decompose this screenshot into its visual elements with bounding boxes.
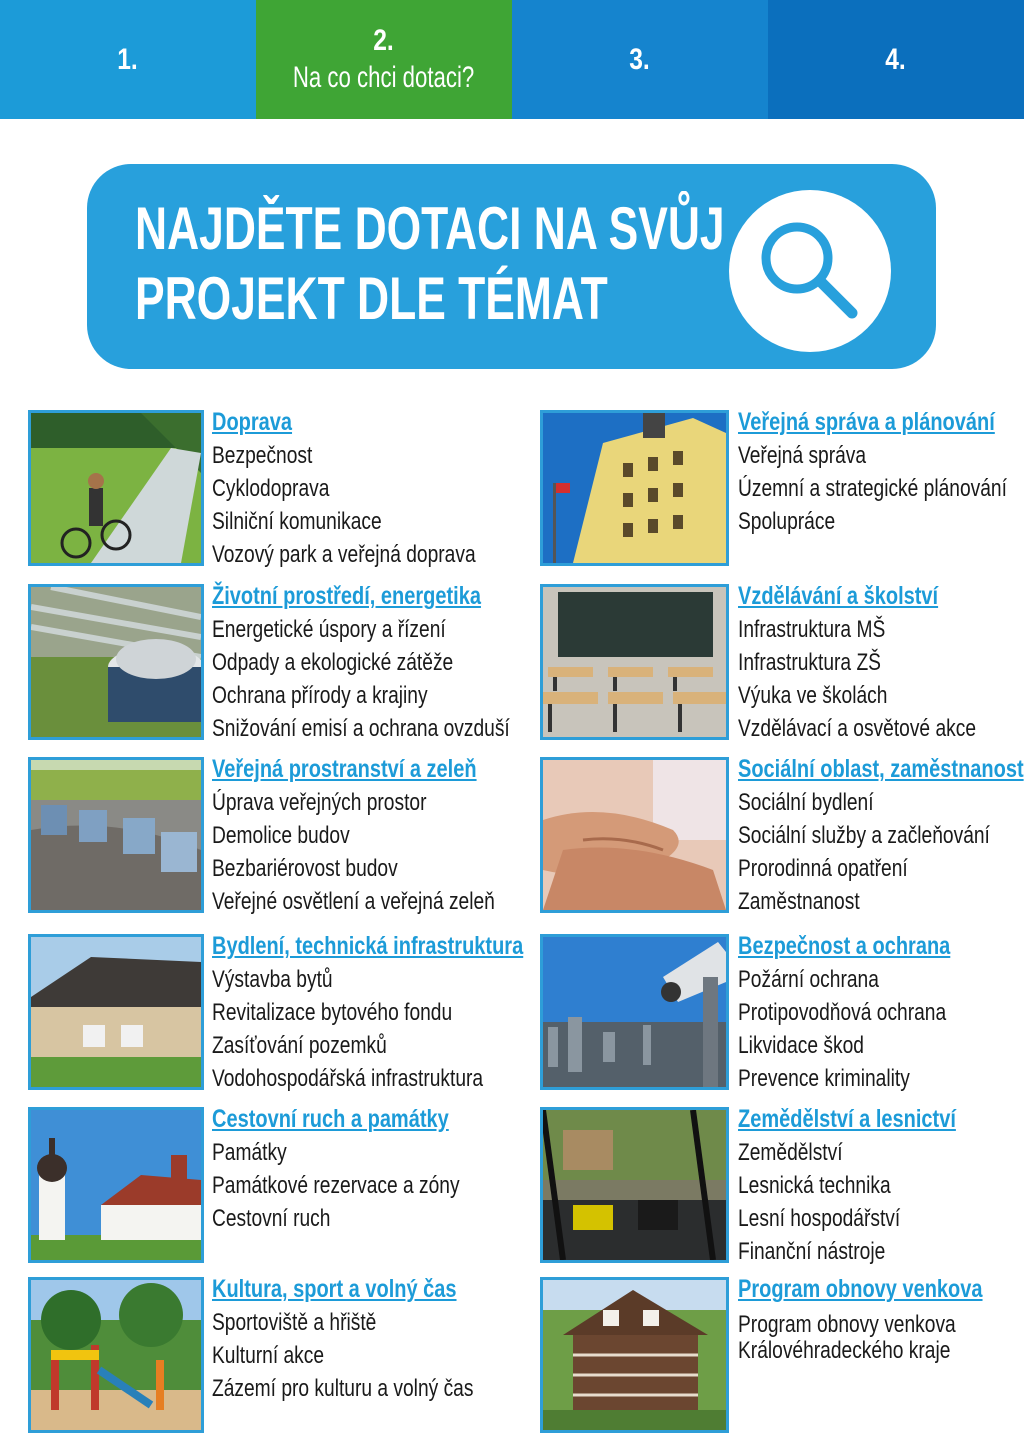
category-item: Památky [212,1139,287,1166]
step-2-label: Na co chci dotaci? [293,60,475,94]
category-item: Infrastruktura MŠ [738,616,886,643]
category-item: Likvidace škod [738,1032,864,1059]
category-bezpecnost [540,934,1024,1094]
security-camera-photo [540,934,729,1090]
category-bydleni [28,932,524,1094]
category-item: Lesní hospodářství [738,1205,901,1232]
category-item: Výstavba bytů [212,966,333,993]
step-2-tab[interactable] [256,0,512,119]
category-item: Zázemí pro kulturu a volný čas [212,1375,474,1402]
category-item: Bezpečnost [212,442,313,469]
category-title-venkov[interactable]: Program obnovy venkova [738,1275,983,1303]
category-title-zemedelstvi[interactable]: Zemědělství a lesnictví [738,1105,956,1133]
step-1-number: 1. [117,42,139,76]
wooden-cottage-photo [540,1277,729,1433]
category-venkov [540,1277,1024,1437]
playground-photo [28,1277,204,1433]
category-title-vzdelavani[interactable]: Vzdělávání a školství [738,582,939,610]
category-item: Zemědělství [738,1139,843,1166]
category-item: Cyklodoprava [212,475,330,502]
category-item: Lesnická technika [738,1172,891,1199]
forestry-machine-photo [540,1107,729,1263]
category-verejna-sprava [540,410,1024,570]
category-title-cestovni-ruch[interactable]: Cestovní ruch a památky [212,1105,449,1133]
category-item: Královéhradeckého kraje [738,1337,951,1364]
banner-title-line-2: PROJEKT DLE TÉMAT [135,265,608,332]
step-4-number: 4. [885,42,907,76]
category-item: Demolice budov [212,822,350,849]
category-vzdelavani [540,584,1024,744]
category-item: Bezbariérovost budov [212,855,398,882]
category-doprava [28,410,518,570]
category-item: Revitalizace bytového fondu [212,999,453,1026]
category-title-verejna-prostranstvi[interactable]: Veřejná prostranství a zeleň [212,755,477,783]
category-item: Snižování emisí a ochrana ovzduší [212,715,510,742]
step-3-number: 3. [629,42,651,76]
category-item: Ochrana přírody a krajiny [212,682,428,709]
category-zemedelstvi [540,1107,1024,1267]
category-item: Zasíťování pozemků [212,1032,387,1059]
step-2-number: 2. [373,23,395,57]
category-item: Finanční nástroje [738,1238,886,1265]
category-item: Sociální bydlení [738,789,874,816]
cyclist-photo [28,410,204,566]
category-socialni [540,757,1024,917]
category-item: Vzdělávací a osvětové akce [738,715,977,742]
category-item: Infrastruktura ZŠ [738,649,881,676]
category-item: Silniční komunikace [212,508,382,535]
search-icon[interactable] [729,190,891,352]
step-1-tab[interactable] [0,0,256,119]
category-kultura [28,1277,518,1437]
benches-photo [28,757,204,913]
category-item: Prevence kriminality [738,1065,910,1092]
step-4-tab[interactable] [768,0,1024,119]
house-photo [28,934,204,1090]
category-item: Sociální služby a začleňování [738,822,990,849]
category-item: Veřejné osvětlení a veřejná zeleň [212,888,495,915]
category-title-bydleni[interactable]: Bydlení, technická infrastruktura [212,932,524,960]
category-item: Prorodinná opatření [738,855,908,882]
category-item: Územní a strategické plánování [738,475,1007,502]
category-item: Odpady a ekologické zátěže [212,649,454,676]
classroom-photo [540,584,729,740]
category-item: Vodohospodářská infrastruktura [212,1065,484,1092]
banner-title-line-1: NAJDĚTE DOTACI NA SVŮJ [135,195,725,262]
category-item: Program obnovy venkova [738,1311,956,1338]
category-cestovni-ruch [28,1107,518,1267]
category-item: Vozový park a veřejná doprava [212,541,476,568]
category-title-verejna-sprava[interactable]: Veřejná správa a plánování [738,408,995,436]
category-item: Cestovní ruch [212,1205,331,1232]
category-zivotni-prostredi [28,584,518,744]
category-item: Veřejná správa [738,442,867,469]
category-title-bezpecnost[interactable]: Bezpečnost a ochrana [738,932,951,960]
category-item: Sportoviště a hřiště [212,1309,377,1336]
category-item: Kulturní akce [212,1342,325,1369]
category-item: Spolupráce [738,508,836,535]
category-title-zivotni-prostredi[interactable]: Životní prostředí, energetika [212,582,481,610]
category-item: Úprava veřejných prostor [212,789,427,816]
wastewater-plant-photo [28,584,204,740]
category-item: Protipovodňová ochrana [738,999,947,1026]
category-item: Zaměstnanost [738,888,860,915]
step-navigation [0,0,1024,119]
category-item: Energetické úspory a řízení [212,616,446,643]
category-title-doprava[interactable]: Doprava [212,408,293,436]
category-item: Požární ochrana [738,966,879,993]
church-photo [28,1107,204,1263]
category-item: Výuka ve školách [738,682,888,709]
step-3-tab[interactable] [512,0,768,119]
category-title-socialni[interactable]: Sociální oblast, zaměstnanost [738,755,1024,783]
category-verejna-prostranstvi [28,757,518,917]
town-hall-photo [540,410,729,566]
category-item: Památkové rezervace a zóny [212,1172,460,1199]
category-title-kultura[interactable]: Kultura, sport a volný čas [212,1275,457,1303]
hands-photo [540,757,729,913]
